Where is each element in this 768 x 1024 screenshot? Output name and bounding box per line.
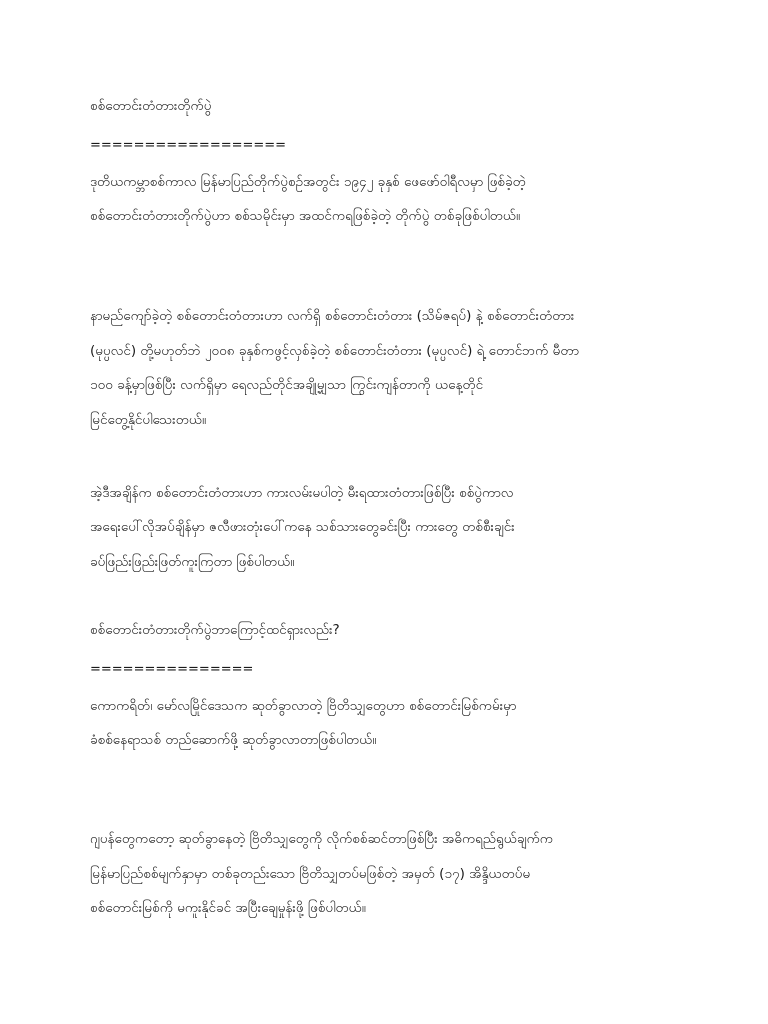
paragraph-line: မြန်မာပြည်စစ်မျက်နှာမှာ တစ်ခုတည်းသော ဗြိတိသျှတပ်မဖြစ်တဲ့ အမှတ် (၁၇) အိန္ဒိယတပ်မ — [90, 866, 531, 882]
paragraph-line: ကောကရိတ်၊ မော်လမြိုင်ဒေသက ဆုတ်ခွာလာတဲ့ ဗြိတိသျှတွေဟာ စစ်တောင်းမြစ်ကမ်းမှာ — [90, 698, 517, 714]
paragraph-line: ဂျပန်တွေကတော့ ဆုတ်ခွာနေတဲ့ ဗြိတိသျှတွေကို လိုက်စစ်ဆင်တာဖြစ်ပြီး အဓိကရည်ရွယ်ချက်က — [90, 831, 553, 847]
paragraph-line: နာမည်ကျော်ခဲ့တဲ့ စစ်တောင်းတံတားဟာ လက်ရှိ စစ်တောင်းတံတား (သိမ်ဇရပ်) နဲ့ စစ်တောင်းတံတား — [90, 308, 575, 324]
paragraph-line: ခပ်ဖြည်းဖြည်းဖြတ်ကူးကြတာ ဖြစ်ပါတယ်။ — [90, 554, 295, 570]
paragraph-line: မြင်တွေ့နိုင်ပါသေးတယ်။ — [90, 412, 207, 428]
section-heading: စစ်တောင်းတံတားတိုက်ပွဲဘာကြောင့်ထင်ရှားလည်း? — [90, 622, 340, 638]
paragraph-line: စစ်တောင်းမြစ်ကို မကူးနိုင်ခင် အပြီးချေမှုန်းဖို့ ဖြစ်ပါတယ်။ — [90, 900, 366, 916]
paragraph-line: ဒုတိယကမ္ဘာစစ်ကာလ မြန်မာပြည်တိုက်ပွဲစဥ်အတွင်း ၁၉၄၂ ခုနှစ် ဖေဖော်ဝါရီလမှာ ဖြစ်ခဲ့တဲ့ — [90, 174, 526, 190]
paragraph-line: အရေးပေါ်လိုအပ်ချိန်မှာ ဇလီဖားတုံးပေါ်ကနေ သစ်သားတွေခင်းပြီး ကားတွေ တစ်စီးချင်း — [90, 519, 515, 535]
section-heading: စစ်တောင်းတံတားတိုက်ပွဲ — [90, 98, 212, 114]
heading-underline: =============== — [90, 662, 254, 677]
heading-underline: ================== — [90, 138, 287, 153]
paragraph-line: ခံစစ်နေရာသစ် တည်ဆောက်ဖို့ ဆုတ်ခွာလာတာဖြစ်ပါတယ်။ — [90, 732, 377, 748]
paragraph-line: စစ်တောင်းတံတားတိုက်ပွဲဟာ စစ်သမိုင်းမှာ အထင်ကရဖြစ်ခဲ့တဲ့ တိုက်ပွဲ တစ်ခုဖြစ်ပါတယ်။ — [90, 208, 521, 224]
paragraph-line: ၁၀၀ ခန့်မှာဖြစ်ပြီး လက်ရှိမှာ ရေလည်တိုင်အချို့မျှသာ ကြွင်းကျန်တာကို ယနေ့တိုင် — [90, 377, 484, 393]
paragraph-line: (မုပ္ပလင်) တို့မဟုတ်ဘဲ ၂၀၀၈ ခုနှစ်ကဖွင့်လှစ်ခဲ့တဲ့ စစ်တောင်းတံတား (မုပ္ပလင်) ရဲ့ တောင်ဘက် မီတာ — [90, 343, 580, 359]
paragraph-line: အဲ့ဒီအချိန်က စစ်တောင်းတံတားဟာ ကားလမ်းမပါတဲ့ မီးရထားတံတားဖြစ်ပြီး စစ်ပွဲကာလ — [90, 485, 514, 501]
